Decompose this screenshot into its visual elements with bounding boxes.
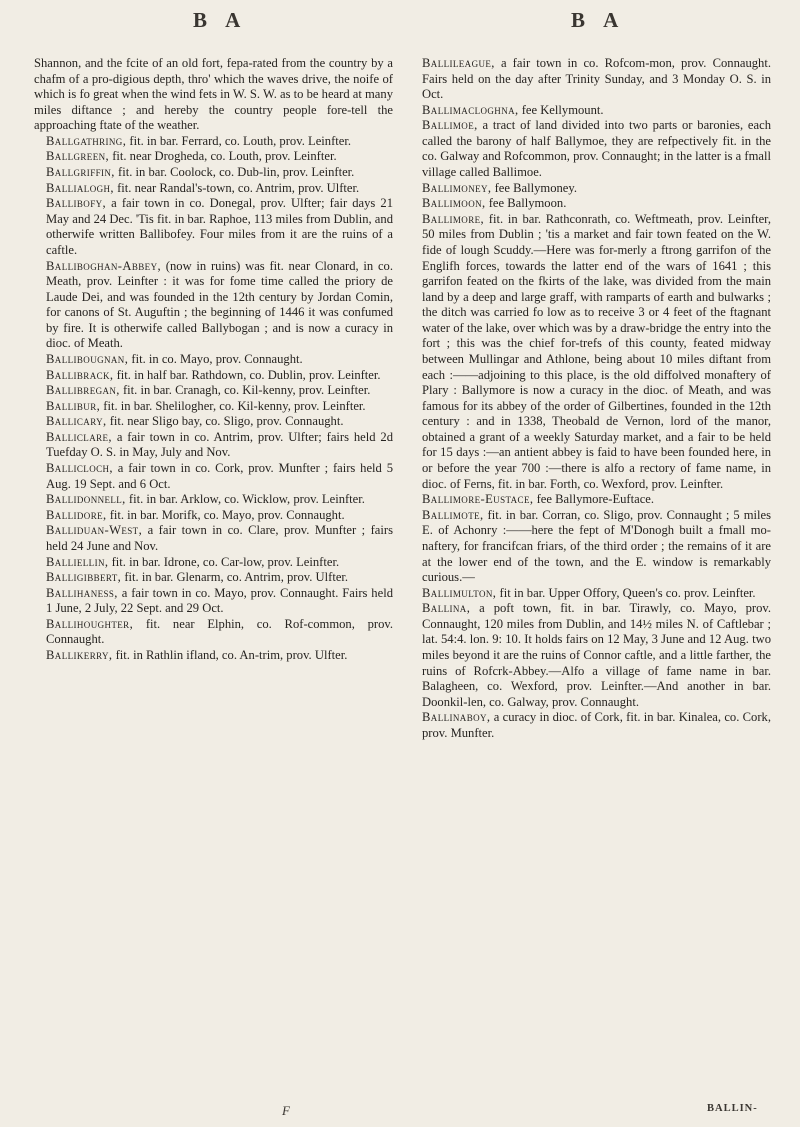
gazetteer-entry bbox=[34, 555, 393, 571]
gazetteer-entry bbox=[410, 492, 771, 508]
entry-text: fee Ballymore-Euftace. bbox=[533, 492, 655, 507]
entry-text: a fair town in co. Antrim, prov. Ulfter; fairs held 2d Tuefday O. S. in May, July and Nov. bbox=[46, 429, 393, 460]
entry-text: fit. in co. Mayo, prov. Connaught. bbox=[128, 351, 303, 366]
gazetteer-entry bbox=[410, 601, 771, 710]
entry-text: fit. in bar. Idrone, co. Car-low, prov. Leinfter. bbox=[108, 554, 340, 569]
gazetteer-entry bbox=[410, 586, 771, 602]
entry-text: a fair town in co. Rofcom-mon, prov. Connaught. Fairs held on the day after Trinity Sunday, and 3 Monday O. S. in Oct. bbox=[422, 56, 771, 102]
continued-entry bbox=[34, 56, 393, 134]
gazetteer-entry bbox=[410, 508, 771, 586]
signature-mark: F bbox=[282, 1103, 290, 1118]
gazetteer-entry bbox=[34, 492, 393, 508]
gazetteer-entry bbox=[34, 461, 393, 492]
entry-headword: Ballimulton, bbox=[422, 585, 497, 600]
entry-headword: Ballgriffin, bbox=[46, 165, 115, 180]
gazetteer-entry bbox=[34, 383, 393, 399]
entry-text: fit. in bar. Arklow, co. Wicklow, prov. Leinfter. bbox=[125, 492, 365, 507]
entry-headword: Ballibur, bbox=[46, 398, 101, 413]
entry-text: fit. in bar. Morifk, co. Mayo, prov. Connaught. bbox=[106, 507, 345, 522]
entry-text: a poft town, fit. in bar. Tirawly, co. Mayo, prov. Connaught, 120 miles from Dublin, and 14½ miles N. of Caftlebar ; lat. 54:4. lon. 9: 10. It holds fairs on 12 May, 3 June and 12 Aug. two miles beyond it are the ruins of Connor caftle, and a little farther, the ruins of Rofcrk-Abbey.—Alfo a village of fame name in bar. Balagheen, co. Wexford, prov. Leinfter.—And another in bar. Doonkil-len, co. Galway, prov. Connaught. bbox=[422, 601, 771, 709]
gazetteer-entry bbox=[34, 368, 393, 384]
gazetteer-entry bbox=[34, 430, 393, 461]
gazetteer-entry bbox=[34, 181, 393, 197]
gazetteer-entry bbox=[34, 414, 393, 430]
right-column bbox=[410, 56, 771, 741]
entry-text: fit. in bar. Coolock, co. Dub-lin, prov. Leinfter. bbox=[114, 165, 355, 180]
entry-text: (now in ruins) was fit. near Clonard, in co. Meath, prov. Leinfter : it was for fome time called the priory de Laude Dei, and was founded in the 12th century by Jordan Comin, for canons of St. Auguftin ; the beginning of 1446 it was confumed by fire. It is otherwife called Ballybogan ; and is now a curacy in dioc. of Meath. bbox=[46, 258, 393, 351]
entry-text: fit. in bar. Ferrard, co. Louth, prov. Leinfter. bbox=[126, 133, 352, 148]
gazetteer-entry bbox=[34, 617, 393, 648]
entry-headword: Ballibofy, bbox=[46, 196, 107, 211]
left-column bbox=[34, 56, 393, 664]
catchword: BALLIN- bbox=[707, 1103, 758, 1114]
gazetteer-entry bbox=[34, 570, 393, 586]
entry-headword: Balliellin, bbox=[46, 554, 109, 569]
entry-headword: Ballidore, bbox=[46, 507, 107, 522]
gazetteer-entry bbox=[410, 103, 771, 119]
entry-headword: Balliboghan-Abbey, bbox=[46, 258, 162, 273]
entry-text: a fair town in co. Clare, prov. Munfter ; fairs held 24 June and Nov. bbox=[46, 523, 393, 553]
entry-text: Shannon, and the fcite of an old fort, fepa-rated from the country by a chafm of a pro-digious depth, thro' which the waves drive, the noife of which is fo great when the wind fets in W. S. W. as to be heard at many miles diftance ; and hereby the country people fore-tell the approaching ftate of the weather. bbox=[34, 56, 393, 133]
entry-headword: Ballikerry, bbox=[46, 647, 113, 662]
entry-headword: Ballinaboy, bbox=[422, 710, 491, 725]
entry-headword: Ballihaness, bbox=[46, 585, 118, 600]
entry-text: fee Ballymoon. bbox=[485, 196, 567, 211]
gazetteer-entry bbox=[410, 118, 771, 180]
entry-text: fit. near Elphin, co. Rof-common, prov. Connaught. bbox=[46, 616, 393, 647]
entry-text: fit. in bar. Shelilogher, co. Kil-kenny, prov. Leinfter. bbox=[100, 398, 366, 413]
entry-headword: Ballicary, bbox=[46, 414, 107, 429]
entry-text: fee Ballymoney. bbox=[491, 180, 578, 195]
entry-text: fit. near Drogheda, co. Louth, prov. Leinfter. bbox=[109, 149, 337, 164]
entry-headword: Ballimore-Eustace, bbox=[422, 492, 534, 507]
entry-headword: Ballgathring, bbox=[46, 133, 127, 148]
entry-headword: Ballileague, bbox=[422, 56, 495, 70]
entry-headword: Ballina, bbox=[422, 601, 471, 616]
gazetteer-entry bbox=[34, 196, 393, 258]
gazetteer-entry bbox=[34, 508, 393, 524]
gazetteer-entry bbox=[34, 165, 393, 181]
entry-headword: Ballimoon, bbox=[422, 196, 486, 211]
running-head-right: B A bbox=[571, 8, 626, 32]
entry-text: a fair town in co. Cork, prov. Munfter ; fairs held 5 Aug. 19 Sept. and 6 Oct. bbox=[46, 461, 393, 491]
gazetteer-entry bbox=[34, 352, 393, 368]
entry-text: a fair town in co. Donegal, prov. Ulfter; fair days 21 May and 24 Dec. 'Tis fit. in bar. Raphoe, 113 miles from Dublin, and otherwife written Ballibofey. Four miles from it are the ruins of a caftle. bbox=[46, 196, 393, 257]
entry-headword: Ballimacloghna, bbox=[422, 102, 519, 117]
gazetteer-entry bbox=[410, 212, 771, 492]
entry-headword: Ballibougnan, bbox=[46, 351, 129, 366]
entry-headword: Ballialogh, bbox=[46, 180, 114, 195]
gazetteer-entry bbox=[34, 648, 393, 664]
entry-text: a tract of land divided into two parts or baronies, each called the barony of half Ballymoe, they are refpectively fit. in the co. Galway and Rofcommon, prov. Connaught; in the latter is a fmall village called Ballimoe. bbox=[422, 118, 771, 180]
entry-text: a curacy in dioc. of Cork, fit. in bar. Kinalea, co. Cork, prov. Munfter. bbox=[422, 710, 771, 740]
entry-headword: Ballgreen, bbox=[46, 149, 110, 164]
entry-headword: Balligibbert, bbox=[46, 570, 122, 585]
entry-headword: Ballicloch, bbox=[46, 461, 113, 476]
entry-headword: Balliclare, bbox=[46, 429, 112, 444]
gazetteer-entry bbox=[410, 196, 771, 212]
entry-text: fit. in bar. Cranagh, co. Kil-kenny, prov. Leinfter. bbox=[119, 383, 371, 398]
entry-text: fit. near Randal's-town, co. Antrim, prov. Ulfter. bbox=[113, 180, 360, 195]
entry-text: fee Kellymount. bbox=[518, 102, 604, 117]
entry-text: fit in bar. Upper Offory, Queen's co. prov. Leinfter. bbox=[496, 585, 756, 600]
gazetteer-entry bbox=[34, 399, 393, 415]
entry-headword: Ballimoe, bbox=[422, 118, 478, 133]
entry-headword: Ballimore, bbox=[422, 211, 485, 226]
entry-headword: Ballimoney, bbox=[422, 180, 492, 195]
entry-text: fit. in bar. Glenarm, co. Antrim, prov. Ulfter. bbox=[121, 570, 349, 585]
gazetteer-entry bbox=[34, 523, 393, 554]
gazetteer-entry bbox=[410, 710, 771, 741]
gazetteer-entry bbox=[410, 181, 771, 197]
gazetteer-entry bbox=[34, 259, 393, 352]
entry-text: fit. near Sligo bay, co. Sligo, prov. Connaught. bbox=[106, 414, 344, 429]
entry-text: fit. in half bar. Rathdown, co. Dublin, prov. Leinfter. bbox=[113, 367, 381, 382]
gazetteer-entry bbox=[34, 134, 393, 150]
gazetteer-entry bbox=[34, 586, 393, 617]
entry-headword: Ballihoughter, bbox=[46, 616, 134, 631]
entry-headword: Ballibrack, bbox=[46, 367, 114, 382]
entry-headword: Balliduan-West, bbox=[46, 523, 143, 538]
entry-headword: Ballimote, bbox=[422, 507, 484, 522]
entry-text: fit. in bar. Corran, co. Sligo, prov. Connaught ; 5 miles E. of Achonry :——here the fept of M'Donogh built a fmall mo-naftery, for francifcan friars, of the third order ; the remains of it are at the lower end of the town, and the E. window is remarkably curious.— bbox=[422, 507, 771, 585]
entry-text: fit. in bar. Rathconrath, co. Weftmeath, prov. Leinfter, 50 miles from Dublin ; 'tis a market and fair town feated on the W. fide of lough Scuddy.—Here was for-merly a ftrong garrifon of the Englifh forces, towards the latter end of the wars of 1641 ; this garrifon feated on the fkirts of the lake, was divided from the main land by a deep and large graff, with ramparts of earth and bulwarks ; the ditch was carried fo low as to receive 3 or 4 feet of the ftagnant water of the lake, over which was by a draw-bridge the entry into the fort ; this was the chief for-trefs of this county, feated midway between Mullingar and Athlone, being about 10 miles diftant from each :——adjoining to this place, is the old diffolved monaftery of Plary : Ballymore is now a curacy in the dioc. of Meath, and was famous for its abbey of the order of Gilbertines, founded in the 12th century : and in 1338, Theobald de Vernon, lord of the manor, obtained a grant of a weekly Saturday market, and a fair to be held for 15 days :—an antient abbey is faid to have been founded here, in or before the year 700 :—there is alfo a rectory of fame name, in dioc. of Ferns, fit. in bar. Forth, co. Wexford, prov. Leinfter. bbox=[422, 211, 771, 491]
entry-text: fit. in Rathlin ifland, co. An-trim, prov. Ulfter. bbox=[112, 647, 348, 662]
entry-headword: Ballibregan, bbox=[46, 383, 120, 398]
entry-text: a fair town in co. Mayo, prov. Connaught. Fairs held 1 June, 2 July, 22 Sept. and 29 Oct. bbox=[46, 585, 393, 616]
gazetteer-entry bbox=[410, 56, 771, 103]
running-head-left: B A bbox=[193, 8, 248, 32]
entry-headword: Ballidonnell, bbox=[46, 492, 126, 507]
gazetteer-entry bbox=[34, 149, 393, 165]
